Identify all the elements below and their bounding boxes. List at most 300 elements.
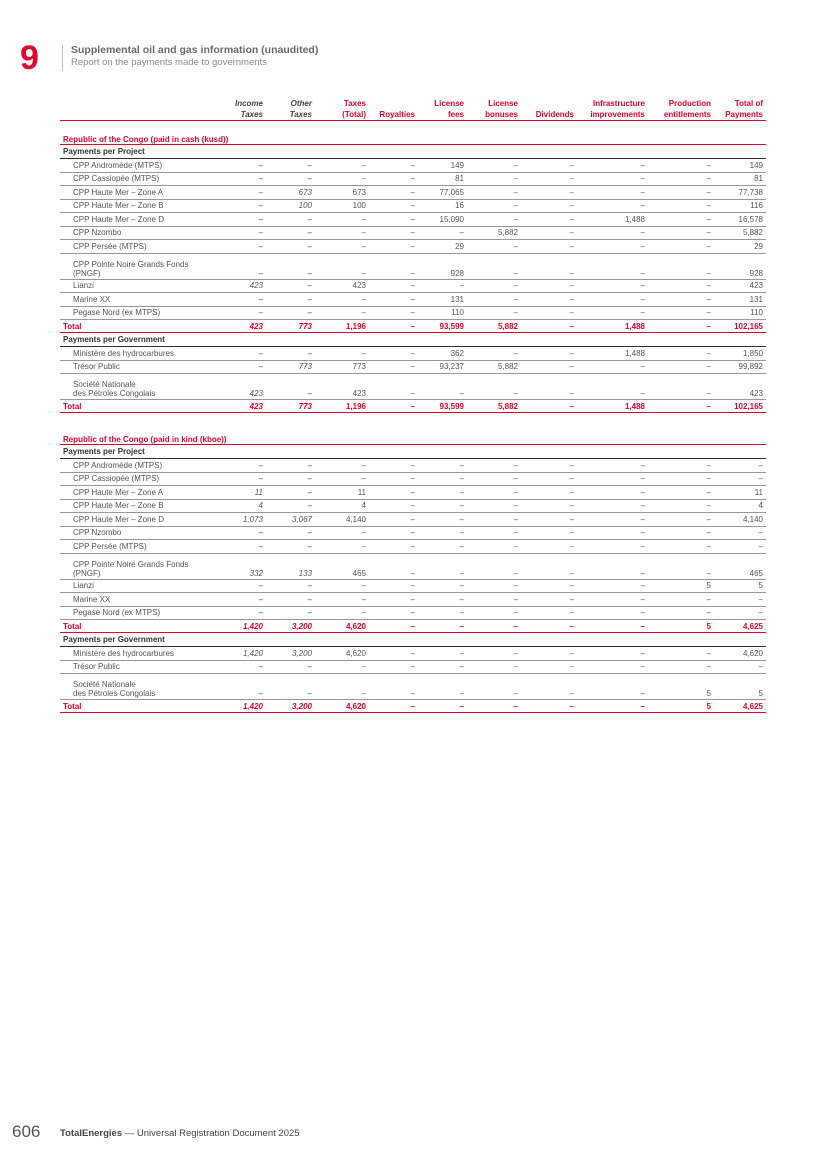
- row-label: [60, 579, 226, 593]
- table-cell: –: [521, 374, 577, 400]
- table-cell: –: [369, 306, 418, 320]
- table-row: [60, 186, 766, 200]
- total-cell: 1,196: [315, 320, 369, 333]
- row-label-line: des Pétroles Congolais: [73, 689, 156, 698]
- table-cell: –: [577, 226, 648, 240]
- table-cell: –: [577, 472, 648, 486]
- row-label-line: CPP Andromède (MTPS): [73, 160, 163, 170]
- table-cell: –: [648, 213, 714, 227]
- table-cell: –: [648, 253, 714, 279]
- table-cell: –: [648, 486, 714, 500]
- total-cell: 3,200: [266, 700, 315, 713]
- row-label-line: Marine XX: [73, 594, 111, 604]
- row-label-line: Pegase Nord (ex MTPS): [73, 608, 161, 618]
- table-cell: –: [521, 240, 577, 254]
- footer-brand-name: TotalEnergies: [60, 1128, 123, 1139]
- total-cell: 5: [648, 620, 714, 633]
- table-cell: –: [577, 374, 648, 400]
- table-cell: –: [577, 293, 648, 307]
- column-header-line: improvements: [590, 110, 645, 119]
- table-cell: –: [315, 606, 369, 620]
- table-cell: –: [467, 293, 521, 307]
- table-cell: –: [648, 647, 714, 661]
- table-cell: 16,578: [714, 213, 766, 227]
- table-cell: –: [369, 226, 418, 240]
- total-cell: 5,882: [467, 400, 521, 413]
- table-cell: 3,200: [266, 647, 315, 661]
- payments-table: [60, 98, 766, 713]
- table-cell: –: [521, 674, 577, 700]
- chapter-number: 9: [20, 39, 39, 77]
- total-cell: 5,882: [467, 320, 521, 333]
- column-header: [369, 98, 418, 121]
- row-label-line: Ministère des hydrocarbures: [73, 648, 174, 658]
- table-cell: –: [266, 159, 315, 173]
- table-header-row: [60, 98, 766, 121]
- table-cell: 11: [714, 486, 766, 500]
- table-cell: –: [577, 660, 648, 674]
- table-cell: –: [577, 172, 648, 186]
- column-header-line: bonuses: [485, 110, 518, 119]
- table-cell: –: [521, 606, 577, 620]
- table-cell: –: [418, 499, 467, 513]
- table-cell: –: [369, 213, 418, 227]
- row-label: [60, 660, 226, 674]
- row-label: [60, 199, 226, 213]
- table-row: [60, 513, 766, 527]
- column-header-line: Taxes: [240, 110, 263, 119]
- table-cell: 77,065: [418, 186, 467, 200]
- table-cell: –: [714, 540, 766, 554]
- table-cell: 15,090: [418, 213, 467, 227]
- row-label: [60, 213, 226, 227]
- row-label-line: Marine XX: [73, 294, 111, 304]
- table-cell: 3,067: [266, 513, 315, 527]
- table-cell: 1,420: [226, 647, 266, 661]
- section-title: Republic of the Congo (paid in cash (kusd)): [60, 121, 766, 145]
- table-cell: 77,738: [714, 186, 766, 200]
- row-label: [60, 459, 226, 473]
- table-cell: –: [369, 647, 418, 661]
- table-cell: –: [467, 347, 521, 361]
- table-cell: –: [226, 660, 266, 674]
- row-label-line: (PNGF): [73, 268, 101, 278]
- table-cell: –: [226, 226, 266, 240]
- table-cell: –: [467, 660, 521, 674]
- table-cell: –: [266, 486, 315, 500]
- table-cell: –: [577, 199, 648, 213]
- row-label-line: Société Nationale: [73, 680, 136, 689]
- table-cell: –: [369, 172, 418, 186]
- row-label: [60, 306, 226, 320]
- row-label: [60, 606, 226, 620]
- row-label-line: CPP Cassiopée (MTPS): [73, 174, 160, 184]
- table-cell: 16: [418, 199, 467, 213]
- table-cell: –: [648, 199, 714, 213]
- row-label-line: CPP Haute Mer – Zone D: [73, 514, 165, 524]
- total-cell: 1,488: [577, 320, 648, 333]
- table-cell: 133: [266, 553, 315, 579]
- column-header-line: Taxes: [343, 99, 366, 108]
- table-cell: –: [315, 459, 369, 473]
- table-cell: 110: [714, 306, 766, 320]
- table-cell: –: [369, 279, 418, 293]
- table-cell: –: [467, 279, 521, 293]
- table-cell: –: [467, 593, 521, 607]
- table-cell: –: [521, 593, 577, 607]
- row-label-line: CPP Persée (MTPS): [73, 541, 147, 551]
- table-cell: –: [714, 526, 766, 540]
- table-cell: –: [467, 199, 521, 213]
- table-cell: –: [226, 306, 266, 320]
- table-cell: –: [577, 526, 648, 540]
- table-cell: –: [266, 526, 315, 540]
- table-cell: 5: [648, 674, 714, 700]
- table-cell: –: [226, 593, 266, 607]
- table-cell: 1,073: [226, 513, 266, 527]
- table-cell: –: [266, 499, 315, 513]
- table-cell: –: [418, 459, 467, 473]
- column-header: [467, 98, 521, 121]
- table-cell: –: [315, 540, 369, 554]
- table-cell: 11: [315, 486, 369, 500]
- table-cell: –: [521, 499, 577, 513]
- table-cell: 928: [714, 253, 766, 279]
- table-cell: –: [315, 172, 369, 186]
- column-header-line: Payments: [725, 110, 763, 119]
- row-label: [60, 253, 226, 279]
- table-cell: 465: [714, 553, 766, 579]
- table-cell: –: [577, 579, 648, 593]
- table-cell: –: [467, 513, 521, 527]
- total-cell: –: [577, 620, 648, 633]
- table-row: [60, 374, 766, 400]
- table-cell: –: [467, 499, 521, 513]
- table-row: [60, 172, 766, 186]
- table-cell: –: [266, 593, 315, 607]
- table-cell: –: [226, 186, 266, 200]
- table-cell: –: [266, 459, 315, 473]
- table-cell: 131: [714, 293, 766, 307]
- total-cell: 93,599: [418, 400, 467, 413]
- table-row: [60, 347, 766, 361]
- table-cell: –: [577, 553, 648, 579]
- column-header: [315, 98, 369, 121]
- table-cell: –: [648, 606, 714, 620]
- row-label: [60, 159, 226, 173]
- total-cell: 1,420: [226, 700, 266, 713]
- table-cell: 773: [266, 360, 315, 374]
- table-cell: –: [369, 159, 418, 173]
- table-cell: –: [369, 593, 418, 607]
- table-cell: –: [418, 647, 467, 661]
- row-label-line: CPP Persée (MTPS): [73, 241, 147, 251]
- table-cell: –: [226, 253, 266, 279]
- table-cell: –: [266, 374, 315, 400]
- table-cell: –: [369, 186, 418, 200]
- table-cell: –: [467, 186, 521, 200]
- table-cell: –: [648, 347, 714, 361]
- table-cell: –: [521, 279, 577, 293]
- row-label-line: des Pétroles Congolais: [73, 389, 156, 398]
- table-cell: –: [315, 579, 369, 593]
- table-cell: –: [521, 159, 577, 173]
- table-cell: –: [521, 186, 577, 200]
- table-cell: –: [369, 674, 418, 700]
- table-cell: 81: [714, 172, 766, 186]
- table-cell: –: [315, 159, 369, 173]
- table-cell: –: [577, 253, 648, 279]
- column-header-line: Other: [290, 99, 312, 108]
- row-label: [60, 486, 226, 500]
- table-cell: 423: [714, 374, 766, 400]
- table-cell: –: [467, 472, 521, 486]
- column-header: [714, 98, 766, 121]
- table-cell: –: [226, 606, 266, 620]
- table-cell: –: [226, 172, 266, 186]
- table-cell: –: [369, 513, 418, 527]
- section-spacer: [60, 413, 766, 422]
- table-cell: –: [648, 513, 714, 527]
- table-cell: –: [467, 579, 521, 593]
- table-cell: –: [467, 374, 521, 400]
- table-cell: –: [577, 513, 648, 527]
- total-cell: –: [521, 320, 577, 333]
- table-cell: –: [266, 579, 315, 593]
- total-cell: 3,200: [266, 620, 315, 633]
- table-cell: –: [226, 459, 266, 473]
- table-cell: –: [648, 526, 714, 540]
- total-cell: –: [418, 620, 467, 633]
- total-cell: 93,599: [418, 320, 467, 333]
- column-header-line: License: [488, 99, 518, 108]
- total-cell: 5: [648, 700, 714, 713]
- table-cell: –: [577, 540, 648, 554]
- table-cell: 5: [714, 674, 766, 700]
- row-label-line: (PNGF): [73, 568, 101, 578]
- table-row: [60, 472, 766, 486]
- column-header-line: Production: [668, 99, 711, 108]
- table-cell: –: [521, 293, 577, 307]
- table-cell: –: [369, 606, 418, 620]
- page-subtitle: Report on the payments made to governments: [71, 57, 267, 68]
- table-cell: 5,882: [467, 226, 521, 240]
- table-cell: 99,892: [714, 360, 766, 374]
- table-cell: –: [467, 526, 521, 540]
- table-cell: –: [577, 306, 648, 320]
- table-cell: –: [266, 347, 315, 361]
- table-cell: –: [418, 374, 467, 400]
- table-cell: –: [266, 240, 315, 254]
- table-row: [60, 459, 766, 473]
- table-cell: –: [369, 486, 418, 500]
- table-cell: –: [369, 360, 418, 374]
- table-cell: –: [467, 159, 521, 173]
- table-cell: –: [315, 240, 369, 254]
- table-cell: –: [648, 306, 714, 320]
- table-cell: 100: [315, 199, 369, 213]
- table-cell: –: [521, 360, 577, 374]
- table-row: [60, 293, 766, 307]
- table-cell: –: [467, 213, 521, 227]
- total-cell: 1,420: [226, 620, 266, 633]
- table-cell: 773: [315, 360, 369, 374]
- column-header-line: (Total): [342, 110, 366, 119]
- total-cell: –: [521, 400, 577, 413]
- table-cell: –: [266, 660, 315, 674]
- table-cell: –: [266, 674, 315, 700]
- table-cell: 5,882: [714, 226, 766, 240]
- table-cell: 100: [266, 199, 315, 213]
- table-cell: 5: [648, 579, 714, 593]
- table-row: [60, 279, 766, 293]
- table-cell: –: [369, 553, 418, 579]
- table-cell: –: [266, 279, 315, 293]
- table-cell: –: [315, 660, 369, 674]
- total-cell: –: [648, 400, 714, 413]
- column-header-line: Income: [234, 99, 263, 108]
- table-row: [60, 240, 766, 254]
- total-cell: 4,620: [315, 620, 369, 633]
- table-cell: –: [467, 459, 521, 473]
- row-label: [60, 347, 226, 361]
- table-row: [60, 579, 766, 593]
- table-cell: –: [648, 172, 714, 186]
- table-cell: 131: [418, 293, 467, 307]
- table-cell: –: [648, 593, 714, 607]
- table-cell: –: [467, 553, 521, 579]
- row-label: [60, 526, 226, 540]
- table-cell: –: [315, 674, 369, 700]
- column-header: [521, 98, 577, 121]
- table-cell: 673: [315, 186, 369, 200]
- table-cell: –: [467, 647, 521, 661]
- table-cell: –: [226, 199, 266, 213]
- section-header-row: [60, 421, 766, 445]
- table-cell: –: [315, 213, 369, 227]
- table-cell: –: [418, 526, 467, 540]
- total-cell: –: [648, 320, 714, 333]
- column-header: [577, 98, 648, 121]
- table-cell: –: [577, 499, 648, 513]
- table-cell: –: [714, 593, 766, 607]
- table-cell: –: [577, 159, 648, 173]
- table-cell: –: [521, 199, 577, 213]
- row-label: [60, 553, 226, 579]
- column-header-line: Total of: [734, 99, 763, 108]
- row-label-line: CPP Haute Mer – Zone A: [73, 187, 164, 197]
- table-cell: –: [226, 360, 266, 374]
- total-row: [60, 320, 766, 333]
- table-cell: –: [577, 674, 648, 700]
- table-cell: –: [315, 293, 369, 307]
- group-header-row: [60, 145, 766, 159]
- row-label: [60, 472, 226, 486]
- table-cell: –: [418, 279, 467, 293]
- table-cell: –: [467, 172, 521, 186]
- total-cell: –: [369, 320, 418, 333]
- table-cell: 110: [418, 306, 467, 320]
- table-row: [60, 660, 766, 674]
- table-cell: –: [521, 226, 577, 240]
- table-cell: –: [467, 240, 521, 254]
- row-label-line: Lianzi: [73, 281, 94, 291]
- table-cell: –: [418, 593, 467, 607]
- table-cell: –: [226, 213, 266, 227]
- group-header-row: [60, 333, 766, 347]
- table-cell: 5,882: [467, 360, 521, 374]
- total-cell: 1,488: [577, 400, 648, 413]
- table-cell: –: [648, 553, 714, 579]
- row-label-line: Pegase Nord (ex MTPS): [73, 308, 161, 318]
- total-row: [60, 400, 766, 413]
- table-cell: 149: [714, 159, 766, 173]
- table-cell: –: [521, 172, 577, 186]
- table-row: [60, 593, 766, 607]
- table-cell: –: [315, 472, 369, 486]
- table-row: [60, 606, 766, 620]
- table-cell: 4,620: [315, 647, 369, 661]
- section-header-row: [60, 121, 766, 145]
- row-label-line: CPP Haute Mer – Zone B: [73, 501, 164, 511]
- table-cell: –: [226, 347, 266, 361]
- total-cell: –: [369, 700, 418, 713]
- table-cell: –: [226, 526, 266, 540]
- table-cell: –: [226, 540, 266, 554]
- table-cell: –: [315, 226, 369, 240]
- table-cell: –: [369, 579, 418, 593]
- table-cell: –: [315, 526, 369, 540]
- group-title: Payments per Project: [60, 445, 766, 459]
- row-label: [60, 360, 226, 374]
- table-cell: –: [648, 459, 714, 473]
- total-cell: –: [467, 700, 521, 713]
- footer-document: [60, 1128, 300, 1139]
- table-cell: –: [521, 660, 577, 674]
- total-label: Total: [60, 320, 226, 333]
- row-label: [60, 513, 226, 527]
- column-header-line: Taxes: [289, 110, 312, 119]
- table-cell: –: [266, 306, 315, 320]
- table-cell: 1,488: [577, 347, 648, 361]
- table-cell: –: [369, 253, 418, 279]
- table-cell: –: [577, 459, 648, 473]
- table-row: [60, 499, 766, 513]
- table-cell: –: [418, 486, 467, 500]
- table-cell: –: [369, 293, 418, 307]
- table-cell: –: [648, 279, 714, 293]
- table-cell: –: [467, 306, 521, 320]
- table-cell: 5: [714, 579, 766, 593]
- table-cell: –: [521, 459, 577, 473]
- table-cell: –: [418, 674, 467, 700]
- page-title: Supplemental oil and gas information (unaudited): [71, 44, 319, 56]
- total-cell: 423: [226, 400, 266, 413]
- total-cell: 423: [226, 320, 266, 333]
- table-cell: –: [521, 306, 577, 320]
- table-cell: –: [266, 253, 315, 279]
- group-title: Payments per Project: [60, 145, 766, 159]
- table-cell: –: [315, 253, 369, 279]
- table-cell: –: [648, 293, 714, 307]
- table-cell: –: [648, 226, 714, 240]
- group-header-row: [60, 633, 766, 647]
- table-row: [60, 674, 766, 700]
- table-cell: –: [577, 606, 648, 620]
- table-row: [60, 553, 766, 579]
- table-cell: –: [369, 472, 418, 486]
- column-header-line: Royalties: [379, 110, 415, 119]
